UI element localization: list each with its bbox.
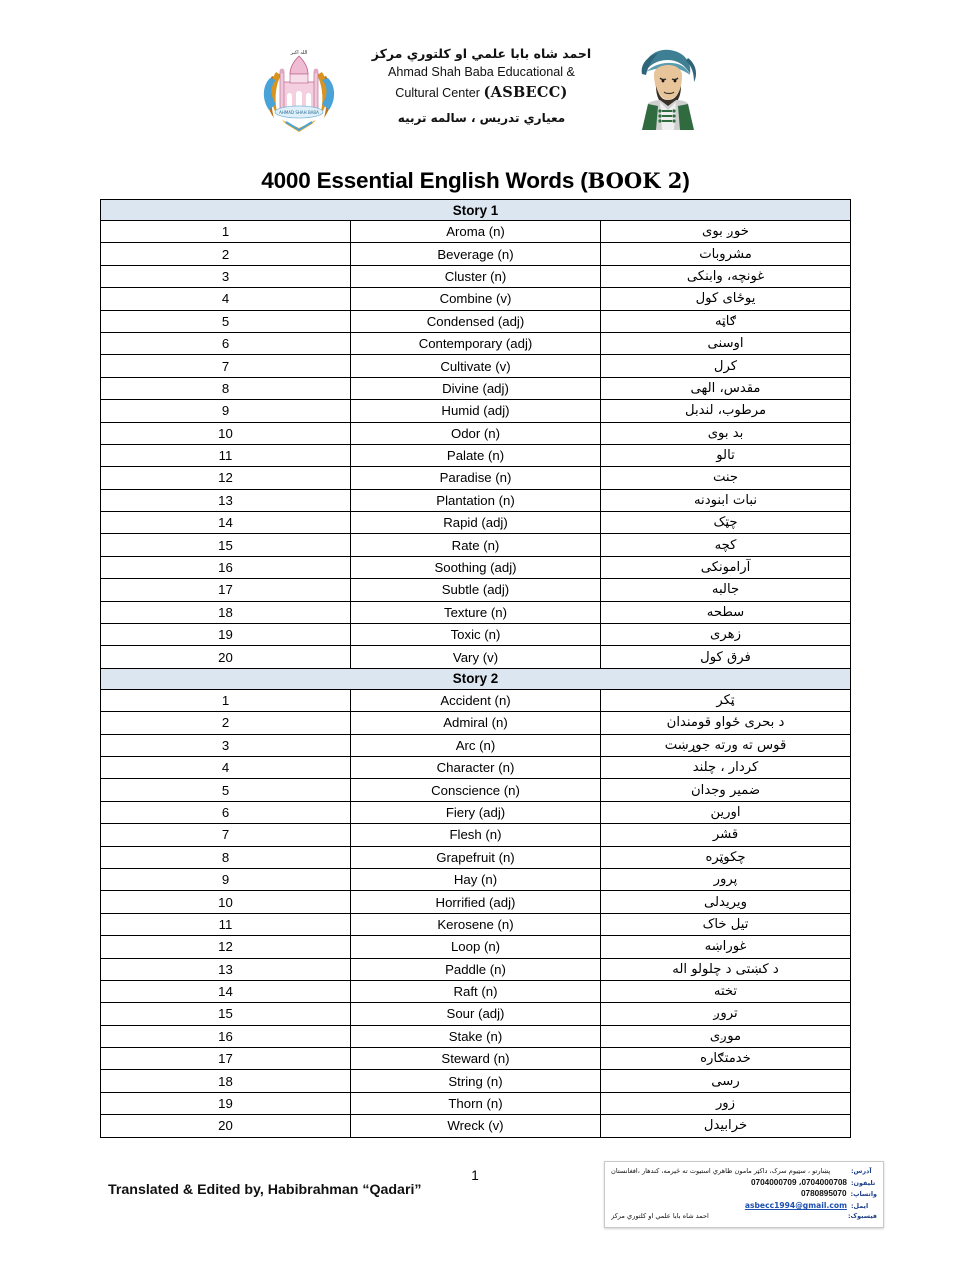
pashto-translation: موږی (601, 1025, 851, 1047)
row-number: 20 (101, 1115, 351, 1137)
english-word: Arc (n) (351, 734, 601, 756)
row-number: 5 (101, 779, 351, 801)
story-header-row (101, 200, 851, 221)
pashto-translation: بد بوی (601, 422, 851, 444)
english-word: Rate (n) (351, 534, 601, 556)
pashto-translation: کرل (601, 355, 851, 377)
row-number: 11 (101, 444, 351, 466)
page-title-close: ) (682, 168, 690, 193)
story-heading: Story 1 (101, 200, 851, 221)
english-word: Flesh (n) (351, 824, 601, 846)
english-word: Stake (n) (351, 1025, 601, 1047)
pashto-translation: سطحه (601, 601, 851, 623)
row-number: 3 (101, 265, 351, 287)
pashto-translation: تیل خاک (601, 913, 851, 935)
ahmad-shah-durrani-portrait-icon (626, 44, 706, 132)
org-abbreviation: (ASBECC) (483, 83, 568, 101)
table-row (101, 1115, 851, 1137)
contact-label: تلیفون: (851, 1178, 876, 1187)
pashto-translation: زهری (601, 624, 851, 646)
table-row (101, 712, 851, 734)
english-word: Toxic (n) (351, 624, 601, 646)
row-number: 10 (101, 891, 351, 913)
pashto-translation: ټکر (601, 689, 851, 711)
pashto-translation: غوراښه (601, 936, 851, 958)
english-word: Character (n) (351, 756, 601, 778)
row-number: 13 (101, 489, 351, 511)
pashto-translation: چکوټره (601, 846, 851, 868)
pashto-translation: مشروبات (601, 243, 851, 265)
pashto-translation: اورین (601, 801, 851, 823)
row-number: 14 (101, 512, 351, 534)
table-row (101, 601, 851, 623)
table-row (101, 556, 851, 578)
row-number: 19 (101, 624, 351, 646)
pashto-translation: جالبه (601, 579, 851, 601)
english-word: Odor (n) (351, 422, 601, 444)
row-number: 15 (101, 1003, 351, 1025)
table-row (101, 689, 851, 711)
pashto-translation: خرابیدل (601, 1115, 851, 1137)
table-row (101, 646, 851, 668)
story-header-row (101, 668, 851, 689)
row-number: 16 (101, 556, 351, 578)
row-number: 9 (101, 868, 351, 890)
table-row (101, 734, 851, 756)
table-row (101, 534, 851, 556)
english-word: Soothing (adj) (351, 556, 601, 578)
table-row (101, 980, 851, 1002)
english-word: Loop (n) (351, 936, 601, 958)
contact-info-box (604, 1161, 884, 1228)
pashto-translation: اوسنی (601, 332, 851, 354)
row-number: 1 (101, 221, 351, 243)
organization-name-block (362, 42, 602, 125)
table-row (101, 489, 851, 511)
pashto-translation: چټک (601, 512, 851, 534)
pashto-translation: ویریدلی (601, 891, 851, 913)
english-word: Hay (n) (351, 868, 601, 890)
english-word: Aroma (n) (351, 221, 601, 243)
table-row (101, 332, 851, 354)
english-word: Combine (v) (351, 288, 601, 310)
english-word: Divine (adj) (351, 377, 601, 399)
page-number: 1 (471, 1168, 479, 1183)
english-word: Cultivate (v) (351, 355, 601, 377)
row-number: 17 (101, 579, 351, 601)
org-name-pashto: احمد شاه بابا علمي او کلتوري مرکز (371, 46, 592, 61)
table-row (101, 891, 851, 913)
pashto-translation: پرور (601, 868, 851, 890)
table-row (101, 422, 851, 444)
row-number: 14 (101, 980, 351, 1002)
page-title (100, 168, 851, 194)
pashto-translation: جنت (601, 467, 851, 489)
row-number: 18 (101, 601, 351, 623)
table-row (101, 310, 851, 332)
english-word: Palate (n) (351, 444, 601, 466)
pashto-translation: ضمیر وجدان (601, 779, 851, 801)
table-row (101, 1092, 851, 1114)
english-word: Sour (adj) (351, 1003, 601, 1025)
english-word: Admiral (n) (351, 712, 601, 734)
english-word: Condensed (adj) (351, 310, 601, 332)
row-number: 4 (101, 288, 351, 310)
translator-credit: Translated & Edited by, Habibrahman “Qadari” (108, 1182, 422, 1198)
english-word: Paddle (n) (351, 958, 601, 980)
english-word: Conscience (n) (351, 779, 601, 801)
english-word: Accident (n) (351, 689, 601, 711)
svg-text:AHMAD SHAH BABA: AHMAD SHAH BABA (278, 110, 319, 115)
document-header (0, 42, 965, 142)
org-motto-pashto: معياري تدريس ، سالمه تربيه (397, 110, 566, 125)
english-word: Humid (adj) (351, 400, 601, 422)
org-name-english-line1: Ahmad Shah Baba Educational & (388, 64, 575, 79)
table-row (101, 1003, 851, 1025)
row-number: 1 (101, 689, 351, 711)
row-number: 17 (101, 1048, 351, 1070)
contact-row (611, 1188, 877, 1200)
pashto-translation: خوږ بوی (601, 221, 851, 243)
english-word: Plantation (n) (351, 489, 601, 511)
contact-value: پښارتو ، سټیوم سرک، داکټر مامون ظاهري استیوت ته څیرمه، کندهار ،افغانستان (611, 1167, 831, 1175)
contact-row (611, 1167, 877, 1177)
english-word: Cluster (n) (351, 265, 601, 287)
contact-value: احمد شاه بابا علمي او کلتوري مرکز (611, 1211, 709, 1220)
table-row (101, 355, 851, 377)
english-word: Beverage (n) (351, 243, 601, 265)
row-number: 8 (101, 377, 351, 399)
contact-row (611, 1212, 877, 1222)
row-number: 7 (101, 355, 351, 377)
table-row (101, 1070, 851, 1092)
pashto-translation: د کښتی د چلولو اله (601, 958, 851, 980)
row-number: 9 (101, 400, 351, 422)
row-number: 4 (101, 756, 351, 778)
vocabulary-table (100, 199, 851, 1138)
pashto-translation: کردار ، چلند (601, 756, 851, 778)
row-number: 16 (101, 1025, 351, 1047)
english-word: Fiery (adj) (351, 801, 601, 823)
english-word: Wreck (v) (351, 1115, 601, 1137)
row-number: 12 (101, 467, 351, 489)
pashto-translation: کچه (601, 534, 851, 556)
english-word: String (n) (351, 1070, 601, 1092)
table-row (101, 801, 851, 823)
row-number: 18 (101, 1070, 351, 1092)
row-number: 7 (101, 824, 351, 846)
org-name-english-line2-prefix: Cultural Center (395, 85, 484, 100)
row-number: 11 (101, 913, 351, 935)
table-row (101, 846, 851, 868)
contact-label: ایمل: (851, 1202, 869, 1211)
afghanistan-national-emblem-icon (260, 42, 338, 134)
pashto-translation: آرامونکی (601, 556, 851, 578)
pashto-translation: ګاټه (601, 310, 851, 332)
row-number: 2 (101, 712, 351, 734)
english-word: Subtle (adj) (351, 579, 601, 601)
row-number: 20 (101, 646, 351, 668)
email-link[interactable]: asbecc1994@gmail.com (744, 1201, 847, 1211)
table-row (101, 868, 851, 890)
table-row (101, 400, 851, 422)
english-word: Contemporary (adj) (351, 332, 601, 354)
table-row (101, 512, 851, 534)
table-row (101, 624, 851, 646)
pashto-translation: فرق کول (601, 646, 851, 668)
table-row (101, 756, 851, 778)
contact-row (611, 1177, 877, 1189)
table-row (101, 913, 851, 935)
contact-value: 0704000709 ،0704000708 (751, 1177, 847, 1187)
story-heading: Story 2 (101, 668, 851, 689)
pashto-translation: زور (601, 1092, 851, 1114)
pashto-translation: تروږ (601, 1003, 851, 1025)
pashto-translation: تخته (601, 980, 851, 1002)
page-title-main: 4000 Essential English Words ( (261, 168, 588, 193)
english-word: Horrified (adj) (351, 891, 601, 913)
table-row (101, 467, 851, 489)
english-word: Grapefruit (n) (351, 846, 601, 868)
pashto-translation: غونچه، وابنکی (601, 265, 851, 287)
page-title-book-tag: BOOK 2 (587, 168, 683, 193)
row-number: 6 (101, 801, 351, 823)
english-word: Kerosene (n) (351, 913, 601, 935)
pashto-translation: مرطوب، لندبل (601, 400, 851, 422)
pashto-translation: مقدس، الهی (601, 377, 851, 399)
contact-label: آدرس: (851, 1167, 872, 1175)
table-row (101, 936, 851, 958)
table-row (101, 221, 851, 243)
pashto-translation: تالو (601, 444, 851, 466)
row-number: 5 (101, 310, 351, 332)
contact-row (611, 1200, 877, 1212)
table-row (101, 1048, 851, 1070)
row-number: 10 (101, 422, 351, 444)
table-row (101, 377, 851, 399)
table-row (101, 824, 851, 846)
english-word: Steward (n) (351, 1048, 601, 1070)
svg-text:الله اكبر: الله اكبر (290, 50, 307, 56)
english-word: Vary (v) (351, 646, 601, 668)
contact-value: 0780895070 (801, 1189, 847, 1199)
org-name-english-line2 (362, 82, 602, 104)
pashto-translation: خدمتګاره (601, 1048, 851, 1070)
english-word: Rapid (adj) (351, 512, 601, 534)
pashto-translation: رسی (601, 1070, 851, 1092)
contact-label: فیسبوک: (847, 1211, 877, 1220)
english-word: Raft (n) (351, 980, 601, 1002)
table-row (101, 579, 851, 601)
row-number: 2 (101, 243, 351, 265)
english-word: Texture (n) (351, 601, 601, 623)
pashto-translation: قوس ته ورته جوړښت (601, 734, 851, 756)
pashto-translation: نبات ابنودنه (601, 489, 851, 511)
row-number: 12 (101, 936, 351, 958)
table-row (101, 265, 851, 287)
row-number: 13 (101, 958, 351, 980)
table-row (101, 288, 851, 310)
english-word: Paradise (n) (351, 467, 601, 489)
pashto-translation: قشر (601, 824, 851, 846)
pashto-translation: یوځای کول (601, 288, 851, 310)
row-number: 6 (101, 332, 351, 354)
row-number: 19 (101, 1092, 351, 1114)
row-number: 8 (101, 846, 351, 868)
row-number: 15 (101, 534, 351, 556)
table-row (101, 779, 851, 801)
english-word: Thorn (n) (351, 1092, 601, 1114)
table-row (101, 958, 851, 980)
contact-email[interactable] (611, 1200, 847, 1212)
table-row (101, 1025, 851, 1047)
contact-label: واتساپ: (850, 1190, 877, 1199)
table-row (101, 243, 851, 265)
pashto-translation: د بحری ځواو قومندان (601, 712, 851, 734)
row-number: 3 (101, 734, 351, 756)
table-row (101, 444, 851, 466)
